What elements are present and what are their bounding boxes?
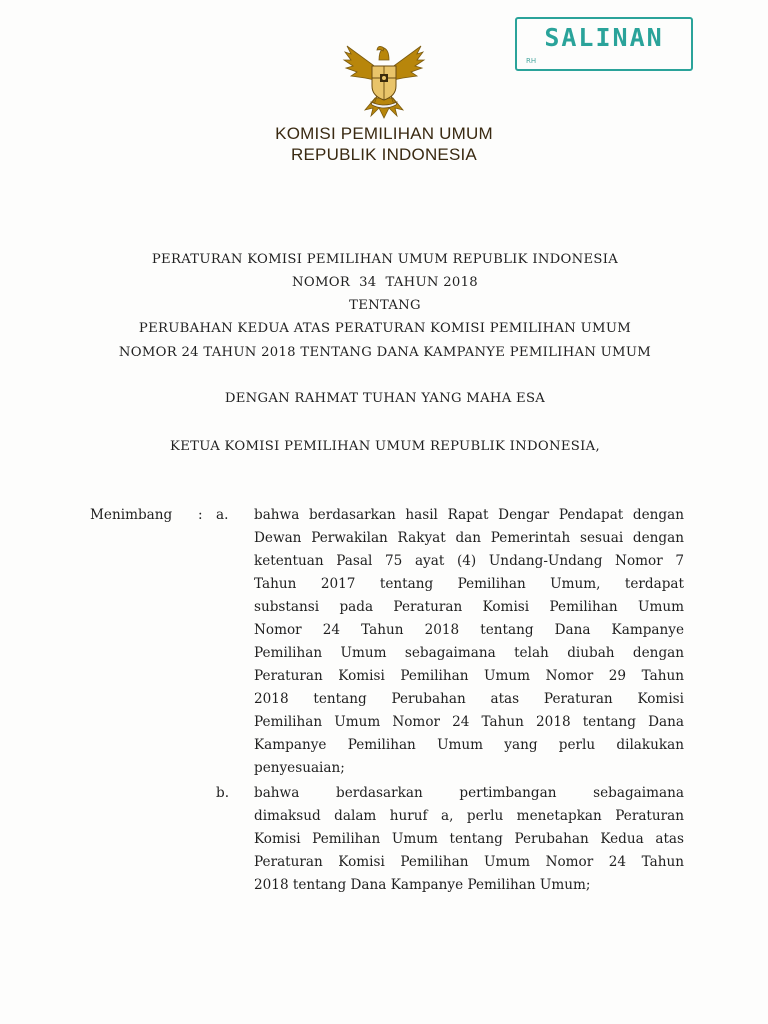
item-a-line: Pemilihan Umum sebagaimana telah diubah dengan bbox=[254, 645, 684, 661]
institution-line-1: KOMISI PEMILIHAN UMUM bbox=[275, 124, 493, 143]
stamp-word: SALINAN bbox=[544, 23, 664, 52]
item-a-marker: a. bbox=[216, 507, 229, 523]
item-b-line: 2018 tentang Dana Kampanye Pemilihan Umum; bbox=[254, 877, 591, 893]
item-a-line: Nomor 24 Tahun 2018 tentang Dana Kampanye bbox=[254, 622, 684, 638]
salinan-stamp bbox=[515, 17, 693, 71]
item-a-line: Dewan Perwakilan Rakyat dan Pemerintah sesuai dengan bbox=[254, 530, 684, 546]
garuda-pancasila-icon bbox=[341, 38, 427, 120]
item-a-line: 2018 tentang Perubahan atas Peraturan Komisi bbox=[254, 691, 684, 707]
regulation-subject-line-1: PERUBAHAN KEDUA ATAS PERATURAN KOMISI PEMILIHAN UMUM bbox=[138, 321, 632, 336]
regulation-about: TENTANG bbox=[349, 298, 421, 313]
item-a-line: Kampanye Pemilihan Umum yang perlu dilakukan bbox=[254, 737, 684, 753]
item-a-line: bahwa berdasarkan hasil Rapat Dengar Pendapat dengan bbox=[254, 507, 684, 523]
regulation-title: PERATURAN KOMISI PEMILIHAN UMUM REPUBLIK INDONESIA bbox=[151, 252, 619, 267]
item-b-line: Peraturan Komisi Pemilihan Umum Nomor 24 Tahun bbox=[254, 854, 684, 870]
item-a-line: Pemilihan Umum Nomor 24 Tahun 2018 tentang Dana bbox=[254, 714, 684, 730]
item-b-line: dimaksud dalam huruf a, perlu menetapkan Peraturan bbox=[254, 808, 684, 824]
item-b-line: Komisi Pemilihan Umum tentang Perubahan Kedua atas bbox=[254, 831, 684, 847]
institution-line-2: REPUBLIK INDONESIA bbox=[291, 145, 477, 164]
item-a-line: Peraturan Komisi Pemilihan Umum Nomor 29 Tahun bbox=[254, 668, 684, 684]
considering-colon: : bbox=[198, 507, 203, 523]
item-a-line: penyesuaian; bbox=[254, 760, 345, 776]
invocation: DENGAN RAHMAT TUHAN YANG MAHA ESA bbox=[224, 391, 546, 406]
regulation-subject-line-2: NOMOR 24 TAHUN 2018 TENTANG DANA KAMPANYE PEMILIHAN UMUM bbox=[118, 345, 652, 360]
considering-label: Menimbang bbox=[90, 507, 173, 523]
item-a-line: Tahun 2017 tentang Pemilihan Umum, terdapat bbox=[254, 576, 684, 592]
item-b-line: bahwa berdasarkan pertimbangan sebagaimana bbox=[254, 785, 684, 801]
stamp-initials: RH bbox=[526, 57, 537, 65]
regulation-number: NOMOR 34 TAHUN 2018 bbox=[292, 275, 478, 290]
chairman-line: KETUA KOMISI PEMILIHAN UMUM REPUBLIK INDONESIA, bbox=[170, 439, 600, 454]
item-a-line: ketentuan Pasal 75 ayat (4) Undang-Undang Nomor 7 bbox=[254, 553, 684, 569]
item-b-marker: b. bbox=[216, 785, 230, 801]
item-a-line: substansi pada Peraturan Komisi Pemilihan Umum bbox=[254, 599, 684, 615]
